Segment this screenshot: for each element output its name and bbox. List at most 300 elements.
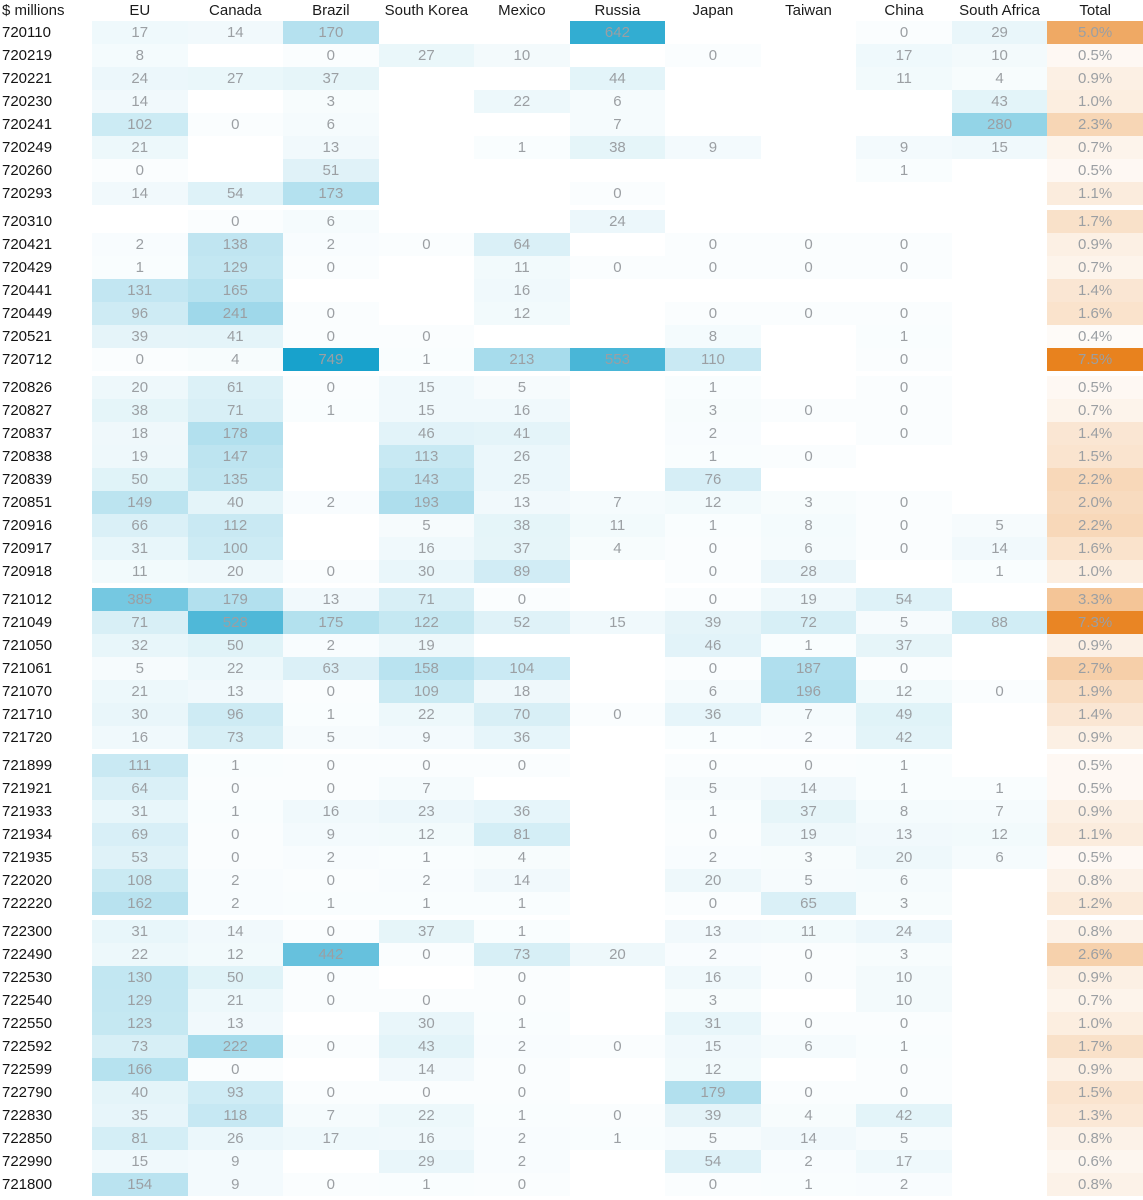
value-cell-south-korea: 193 bbox=[379, 491, 475, 514]
value-cell-eu: 39 bbox=[92, 325, 188, 348]
value-cell-china: 1 bbox=[856, 1035, 952, 1058]
table-row bbox=[0, 90, 1143, 113]
table-row bbox=[0, 726, 1143, 749]
value-cell-south-africa bbox=[952, 1012, 1048, 1035]
column-header-brazil: Brazil bbox=[312, 2, 350, 19]
total-cell: 0.5% bbox=[1047, 754, 1143, 777]
value-cell-russia: 1 bbox=[570, 1127, 666, 1150]
value-cell-brazil: 749 bbox=[283, 348, 379, 371]
value-cell-south-africa bbox=[952, 233, 1048, 256]
value-cell-south-africa bbox=[952, 892, 1048, 915]
value-cell-taiwan bbox=[761, 468, 857, 491]
value-cell-canada: 93 bbox=[188, 1081, 284, 1104]
value-cell-canada: 27 bbox=[188, 67, 284, 90]
value-cell-mexico: 64 bbox=[474, 233, 570, 256]
total-cell: 0.9% bbox=[1047, 726, 1143, 749]
value-cell-eu: 149 bbox=[92, 491, 188, 514]
table-row bbox=[0, 1173, 1143, 1196]
value-cell-south-korea bbox=[379, 302, 475, 325]
value-cell-taiwan: 0 bbox=[761, 399, 857, 422]
corner-header: $ millions bbox=[2, 2, 65, 19]
value-cell-taiwan: 0 bbox=[761, 256, 857, 279]
value-cell-china: 54 bbox=[856, 588, 952, 611]
row-label: 720839 bbox=[2, 471, 53, 488]
value-cell-canada: 40 bbox=[188, 491, 284, 514]
value-cell-mexico: 0 bbox=[474, 754, 570, 777]
value-cell-russia: 15 bbox=[570, 611, 666, 634]
value-cell-russia bbox=[570, 726, 666, 749]
value-cell-eu: 38 bbox=[92, 399, 188, 422]
table-row bbox=[0, 422, 1143, 445]
value-cell-south-africa: 12 bbox=[952, 823, 1048, 846]
value-cell-japan: 9 bbox=[665, 136, 761, 159]
row-label: 722550 bbox=[2, 1015, 53, 1032]
value-cell-south-africa bbox=[952, 376, 1048, 399]
value-cell-china: 0 bbox=[856, 657, 952, 680]
value-cell-south-korea: 43 bbox=[379, 1035, 475, 1058]
table-row bbox=[0, 1104, 1143, 1127]
value-cell-taiwan: 8 bbox=[761, 514, 857, 537]
value-cell-eu: 81 bbox=[92, 1127, 188, 1150]
value-cell-mexico: 18 bbox=[474, 680, 570, 703]
value-cell-south-africa bbox=[952, 279, 1048, 302]
value-cell-brazil bbox=[283, 537, 379, 560]
value-cell-japan: 2 bbox=[665, 846, 761, 869]
value-cell-canada: 96 bbox=[188, 703, 284, 726]
value-cell-taiwan: 0 bbox=[761, 233, 857, 256]
value-cell-japan bbox=[665, 67, 761, 90]
value-cell-south-africa bbox=[952, 256, 1048, 279]
value-cell-south-korea: 22 bbox=[379, 703, 475, 726]
value-cell-brazil: 0 bbox=[283, 920, 379, 943]
value-cell-south-korea: 143 bbox=[379, 468, 475, 491]
value-cell-canada: 129 bbox=[188, 256, 284, 279]
value-cell-south-africa: 6 bbox=[952, 846, 1048, 869]
value-cell-south-africa bbox=[952, 325, 1048, 348]
value-cell-mexico: 12 bbox=[474, 302, 570, 325]
table-row bbox=[0, 514, 1143, 537]
value-cell-brazil: 0 bbox=[283, 989, 379, 1012]
row-label: 721050 bbox=[2, 637, 53, 654]
row-label: 720230 bbox=[2, 93, 53, 110]
value-cell-taiwan: 6 bbox=[761, 537, 857, 560]
value-cell-russia bbox=[570, 1012, 666, 1035]
value-cell-mexico: 89 bbox=[474, 560, 570, 583]
value-cell-china: 0 bbox=[856, 399, 952, 422]
row-label: 721934 bbox=[2, 826, 53, 843]
value-cell-canada: 2 bbox=[188, 892, 284, 915]
table-row bbox=[0, 1081, 1143, 1104]
value-cell-taiwan: 6 bbox=[761, 1035, 857, 1058]
value-cell-mexico: 2 bbox=[474, 1150, 570, 1173]
value-cell-japan: 0 bbox=[665, 823, 761, 846]
value-cell-russia bbox=[570, 966, 666, 989]
value-cell-canada: 2 bbox=[188, 869, 284, 892]
value-cell-china: 49 bbox=[856, 703, 952, 726]
table-row bbox=[0, 67, 1143, 90]
value-cell-south-africa bbox=[952, 1081, 1048, 1104]
value-cell-russia bbox=[570, 823, 666, 846]
value-cell-japan: 15 bbox=[665, 1035, 761, 1058]
value-cell-south-korea: 1 bbox=[379, 348, 475, 371]
value-cell-japan: 0 bbox=[665, 657, 761, 680]
value-cell-taiwan: 0 bbox=[761, 1081, 857, 1104]
total-cell: 1.0% bbox=[1047, 560, 1143, 583]
value-cell-south-korea: 0 bbox=[379, 989, 475, 1012]
value-cell-south-korea bbox=[379, 136, 475, 159]
value-cell-eu: 14 bbox=[92, 182, 188, 205]
row-label: 720712 bbox=[2, 351, 53, 368]
value-cell-russia bbox=[570, 846, 666, 869]
value-cell-russia: 7 bbox=[570, 113, 666, 136]
value-cell-eu: 111 bbox=[92, 754, 188, 777]
value-cell-japan: 0 bbox=[665, 256, 761, 279]
value-cell-brazil: 0 bbox=[283, 325, 379, 348]
value-cell-south-africa bbox=[952, 491, 1048, 514]
value-cell-mexico: 104 bbox=[474, 657, 570, 680]
column-header-south-africa: South Africa bbox=[959, 2, 1040, 19]
value-cell-brazil: 0 bbox=[283, 680, 379, 703]
value-cell-canada: 147 bbox=[188, 445, 284, 468]
table-row bbox=[0, 468, 1143, 491]
value-cell-brazil: 37 bbox=[283, 67, 379, 90]
value-cell-japan: 12 bbox=[665, 1058, 761, 1081]
value-cell-eu: 21 bbox=[92, 136, 188, 159]
value-cell-mexico: 1 bbox=[474, 1104, 570, 1127]
value-cell-china: 0 bbox=[856, 537, 952, 560]
value-cell-brazil: 3 bbox=[283, 90, 379, 113]
value-cell-mexico: 13 bbox=[474, 491, 570, 514]
value-cell-russia bbox=[570, 892, 666, 915]
value-cell-eu: 129 bbox=[92, 989, 188, 1012]
column-header-taiwan: Taiwan bbox=[785, 2, 832, 19]
value-cell-south-korea: 12 bbox=[379, 823, 475, 846]
row-label: 722020 bbox=[2, 872, 53, 889]
value-cell-canada: 9 bbox=[188, 1150, 284, 1173]
value-cell-russia bbox=[570, 1058, 666, 1081]
value-cell-mexico: 11 bbox=[474, 256, 570, 279]
value-cell-japan: 13 bbox=[665, 920, 761, 943]
value-cell-canada: 135 bbox=[188, 468, 284, 491]
value-cell-japan: 3 bbox=[665, 399, 761, 422]
value-cell-eu: 22 bbox=[92, 943, 188, 966]
value-cell-eu: 21 bbox=[92, 680, 188, 703]
value-cell-russia bbox=[570, 754, 666, 777]
value-cell-china: 1 bbox=[856, 754, 952, 777]
value-cell-mexico: 14 bbox=[474, 869, 570, 892]
value-cell-eu: 73 bbox=[92, 1035, 188, 1058]
row-label: 720916 bbox=[2, 517, 53, 534]
value-cell-canada: 54 bbox=[188, 182, 284, 205]
value-cell-south-korea: 9 bbox=[379, 726, 475, 749]
value-cell-japan: 31 bbox=[665, 1012, 761, 1035]
table-row bbox=[0, 279, 1143, 302]
value-cell-russia: 0 bbox=[570, 256, 666, 279]
value-cell-taiwan: 0 bbox=[761, 302, 857, 325]
value-cell-brazil: 1 bbox=[283, 703, 379, 726]
total-cell: 1.6% bbox=[1047, 537, 1143, 560]
value-cell-canada: 1 bbox=[188, 800, 284, 823]
row-label: 720521 bbox=[2, 328, 53, 345]
value-cell-china: 17 bbox=[856, 1150, 952, 1173]
value-cell-brazil: 51 bbox=[283, 159, 379, 182]
value-cell-south-korea bbox=[379, 256, 475, 279]
total-cell: 7.3% bbox=[1047, 611, 1143, 634]
value-cell-south-africa: 88 bbox=[952, 611, 1048, 634]
value-cell-eu: 19 bbox=[92, 445, 188, 468]
value-cell-russia: 20 bbox=[570, 943, 666, 966]
row-label: 721061 bbox=[2, 660, 53, 677]
value-cell-mexico bbox=[474, 634, 570, 657]
column-header-canada: Canada bbox=[209, 2, 262, 19]
value-cell-eu: 69 bbox=[92, 823, 188, 846]
total-cell: 0.7% bbox=[1047, 256, 1143, 279]
value-cell-china: 13 bbox=[856, 823, 952, 846]
row-label: 722599 bbox=[2, 1061, 53, 1078]
value-cell-brazil: 2 bbox=[283, 233, 379, 256]
value-cell-taiwan: 2 bbox=[761, 726, 857, 749]
row-label: 722850 bbox=[2, 1130, 53, 1147]
value-cell-russia bbox=[570, 44, 666, 67]
value-cell-russia: 0 bbox=[570, 1035, 666, 1058]
value-cell-taiwan: 0 bbox=[761, 1012, 857, 1035]
row-label: 720917 bbox=[2, 540, 53, 557]
value-cell-mexico: 2 bbox=[474, 1127, 570, 1150]
total-cell: 1.1% bbox=[1047, 823, 1143, 846]
value-cell-south-africa: 29 bbox=[952, 21, 1048, 44]
value-cell-canada: 0 bbox=[188, 1058, 284, 1081]
value-cell-china: 1 bbox=[856, 325, 952, 348]
value-cell-mexico bbox=[474, 159, 570, 182]
table-row bbox=[0, 210, 1143, 233]
value-cell-japan: 110 bbox=[665, 348, 761, 371]
table-row bbox=[0, 1035, 1143, 1058]
value-cell-mexico: 52 bbox=[474, 611, 570, 634]
value-cell-south-africa: 15 bbox=[952, 136, 1048, 159]
value-cell-china: 10 bbox=[856, 966, 952, 989]
table-row bbox=[0, 920, 1143, 943]
value-cell-taiwan bbox=[761, 989, 857, 1012]
value-cell-taiwan: 14 bbox=[761, 1127, 857, 1150]
value-cell-russia bbox=[570, 800, 666, 823]
total-cell: 0.7% bbox=[1047, 136, 1143, 159]
table-row bbox=[0, 703, 1143, 726]
value-cell-taiwan: 11 bbox=[761, 920, 857, 943]
value-cell-eu: 66 bbox=[92, 514, 188, 537]
value-cell-russia bbox=[570, 422, 666, 445]
value-cell-brazil: 17 bbox=[283, 1127, 379, 1150]
value-cell-mexico: 38 bbox=[474, 514, 570, 537]
value-cell-south-korea: 109 bbox=[379, 680, 475, 703]
value-cell-south-africa bbox=[952, 634, 1048, 657]
table-row bbox=[0, 1012, 1143, 1035]
value-cell-south-africa bbox=[952, 869, 1048, 892]
value-cell-eu: 0 bbox=[92, 348, 188, 371]
value-cell-taiwan bbox=[761, 21, 857, 44]
value-cell-russia bbox=[570, 302, 666, 325]
value-cell-taiwan bbox=[761, 44, 857, 67]
value-cell-canada: 100 bbox=[188, 537, 284, 560]
value-cell-japan: 0 bbox=[665, 302, 761, 325]
value-cell-taiwan: 1 bbox=[761, 634, 857, 657]
value-cell-taiwan: 37 bbox=[761, 800, 857, 823]
value-cell-japan: 0 bbox=[665, 560, 761, 583]
value-cell-brazil: 16 bbox=[283, 800, 379, 823]
value-cell-mexico: 73 bbox=[474, 943, 570, 966]
total-cell: 1.5% bbox=[1047, 1081, 1143, 1104]
value-cell-taiwan: 196 bbox=[761, 680, 857, 703]
value-cell-eu bbox=[92, 210, 188, 233]
value-cell-taiwan: 3 bbox=[761, 491, 857, 514]
value-cell-mexico: 36 bbox=[474, 800, 570, 823]
value-cell-south-africa: 10 bbox=[952, 44, 1048, 67]
row-label: 720826 bbox=[2, 379, 53, 396]
value-cell-japan bbox=[665, 159, 761, 182]
row-label: 721049 bbox=[2, 614, 53, 631]
value-cell-japan bbox=[665, 21, 761, 44]
table-row bbox=[0, 1150, 1143, 1173]
value-cell-south-korea: 0 bbox=[379, 233, 475, 256]
value-cell-russia: 44 bbox=[570, 67, 666, 90]
total-cell: 0.5% bbox=[1047, 846, 1143, 869]
value-cell-taiwan bbox=[761, 113, 857, 136]
value-cell-taiwan: 72 bbox=[761, 611, 857, 634]
value-cell-mexico bbox=[474, 325, 570, 348]
value-cell-china bbox=[856, 182, 952, 205]
value-cell-south-africa bbox=[952, 445, 1048, 468]
value-cell-canada: 20 bbox=[188, 560, 284, 583]
value-cell-eu: 96 bbox=[92, 302, 188, 325]
value-cell-japan: 0 bbox=[665, 892, 761, 915]
table-row bbox=[0, 233, 1143, 256]
total-cell: 0.5% bbox=[1047, 376, 1143, 399]
value-cell-mexico bbox=[474, 777, 570, 800]
value-cell-china: 0 bbox=[856, 233, 952, 256]
value-cell-mexico: 37 bbox=[474, 537, 570, 560]
value-cell-taiwan: 5 bbox=[761, 869, 857, 892]
value-cell-russia: 38 bbox=[570, 136, 666, 159]
value-cell-eu: 31 bbox=[92, 537, 188, 560]
value-cell-eu: 11 bbox=[92, 560, 188, 583]
value-cell-japan: 39 bbox=[665, 1104, 761, 1127]
value-cell-brazil: 13 bbox=[283, 588, 379, 611]
value-cell-canada: 165 bbox=[188, 279, 284, 302]
total-cell: 1.5% bbox=[1047, 445, 1143, 468]
value-cell-south-africa bbox=[952, 989, 1048, 1012]
value-cell-japan: 179 bbox=[665, 1081, 761, 1104]
value-cell-brazil: 0 bbox=[283, 777, 379, 800]
value-cell-canada: 179 bbox=[188, 588, 284, 611]
row-label: 720837 bbox=[2, 425, 53, 442]
value-cell-japan bbox=[665, 279, 761, 302]
value-cell-taiwan bbox=[761, 210, 857, 233]
value-cell-japan: 3 bbox=[665, 989, 761, 1012]
table-row bbox=[0, 376, 1143, 399]
value-cell-mexico: 25 bbox=[474, 468, 570, 491]
value-cell-canada: 50 bbox=[188, 966, 284, 989]
value-cell-eu: 31 bbox=[92, 800, 188, 823]
value-cell-japan: 1 bbox=[665, 726, 761, 749]
value-cell-canada: 61 bbox=[188, 376, 284, 399]
value-cell-russia bbox=[570, 399, 666, 422]
value-cell-south-africa bbox=[952, 943, 1048, 966]
value-cell-mexico: 0 bbox=[474, 989, 570, 1012]
value-cell-taiwan: 0 bbox=[761, 445, 857, 468]
value-cell-brazil: 0 bbox=[283, 1173, 379, 1196]
value-cell-japan: 5 bbox=[665, 777, 761, 800]
value-cell-brazil bbox=[283, 422, 379, 445]
row-label: 720429 bbox=[2, 259, 53, 276]
total-cell: 0.9% bbox=[1047, 67, 1143, 90]
value-cell-russia bbox=[570, 869, 666, 892]
value-cell-mexico: 5 bbox=[474, 376, 570, 399]
total-cell: 1.4% bbox=[1047, 703, 1143, 726]
value-cell-brazil: 9 bbox=[283, 823, 379, 846]
value-cell-brazil: 1 bbox=[283, 399, 379, 422]
value-cell-south-africa bbox=[952, 703, 1048, 726]
row-label: 722790 bbox=[2, 1084, 53, 1101]
value-cell-japan: 36 bbox=[665, 703, 761, 726]
value-cell-south-korea: 1 bbox=[379, 1173, 475, 1196]
row-label: 720851 bbox=[2, 494, 53, 511]
value-cell-eu: 123 bbox=[92, 1012, 188, 1035]
value-cell-japan bbox=[665, 90, 761, 113]
value-cell-eu: 24 bbox=[92, 67, 188, 90]
total-cell: 2.7% bbox=[1047, 657, 1143, 680]
row-label: 721070 bbox=[2, 683, 53, 700]
value-cell-japan: 0 bbox=[665, 233, 761, 256]
value-cell-china bbox=[856, 560, 952, 583]
value-cell-russia: 0 bbox=[570, 1104, 666, 1127]
value-cell-canada: 22 bbox=[188, 657, 284, 680]
value-cell-south-korea: 0 bbox=[379, 943, 475, 966]
row-label: 720449 bbox=[2, 305, 53, 322]
total-cell: 1.7% bbox=[1047, 210, 1143, 233]
value-cell-south-korea bbox=[379, 21, 475, 44]
row-label: 721899 bbox=[2, 757, 53, 774]
table-row bbox=[0, 21, 1143, 44]
value-cell-south-korea: 19 bbox=[379, 634, 475, 657]
value-cell-mexico: 1 bbox=[474, 892, 570, 915]
value-cell-china: 1 bbox=[856, 777, 952, 800]
table-row bbox=[0, 846, 1143, 869]
total-cell: 0.8% bbox=[1047, 869, 1143, 892]
table-row bbox=[0, 399, 1143, 422]
value-cell-japan: 1 bbox=[665, 376, 761, 399]
value-cell-brazil: 0 bbox=[283, 376, 379, 399]
value-cell-south-africa bbox=[952, 348, 1048, 371]
value-cell-south-africa bbox=[952, 1035, 1048, 1058]
value-cell-south-korea: 2 bbox=[379, 869, 475, 892]
row-label: 721720 bbox=[2, 729, 53, 746]
column-header-mexico: Mexico bbox=[498, 2, 546, 19]
row-label: 721012 bbox=[2, 591, 53, 608]
value-cell-russia bbox=[570, 989, 666, 1012]
value-cell-mexico: 81 bbox=[474, 823, 570, 846]
row-label: 721933 bbox=[2, 803, 53, 820]
value-cell-south-korea bbox=[379, 67, 475, 90]
value-cell-russia: 24 bbox=[570, 210, 666, 233]
table-row bbox=[0, 136, 1143, 159]
table-row bbox=[0, 256, 1143, 279]
value-cell-south-africa bbox=[952, 468, 1048, 491]
value-cell-eu: 2 bbox=[92, 233, 188, 256]
value-cell-brazil: 442 bbox=[283, 943, 379, 966]
row-label: 720838 bbox=[2, 448, 53, 465]
value-cell-south-korea: 30 bbox=[379, 560, 475, 583]
value-cell-mexico bbox=[474, 182, 570, 205]
value-cell-canada: 9 bbox=[188, 1173, 284, 1196]
